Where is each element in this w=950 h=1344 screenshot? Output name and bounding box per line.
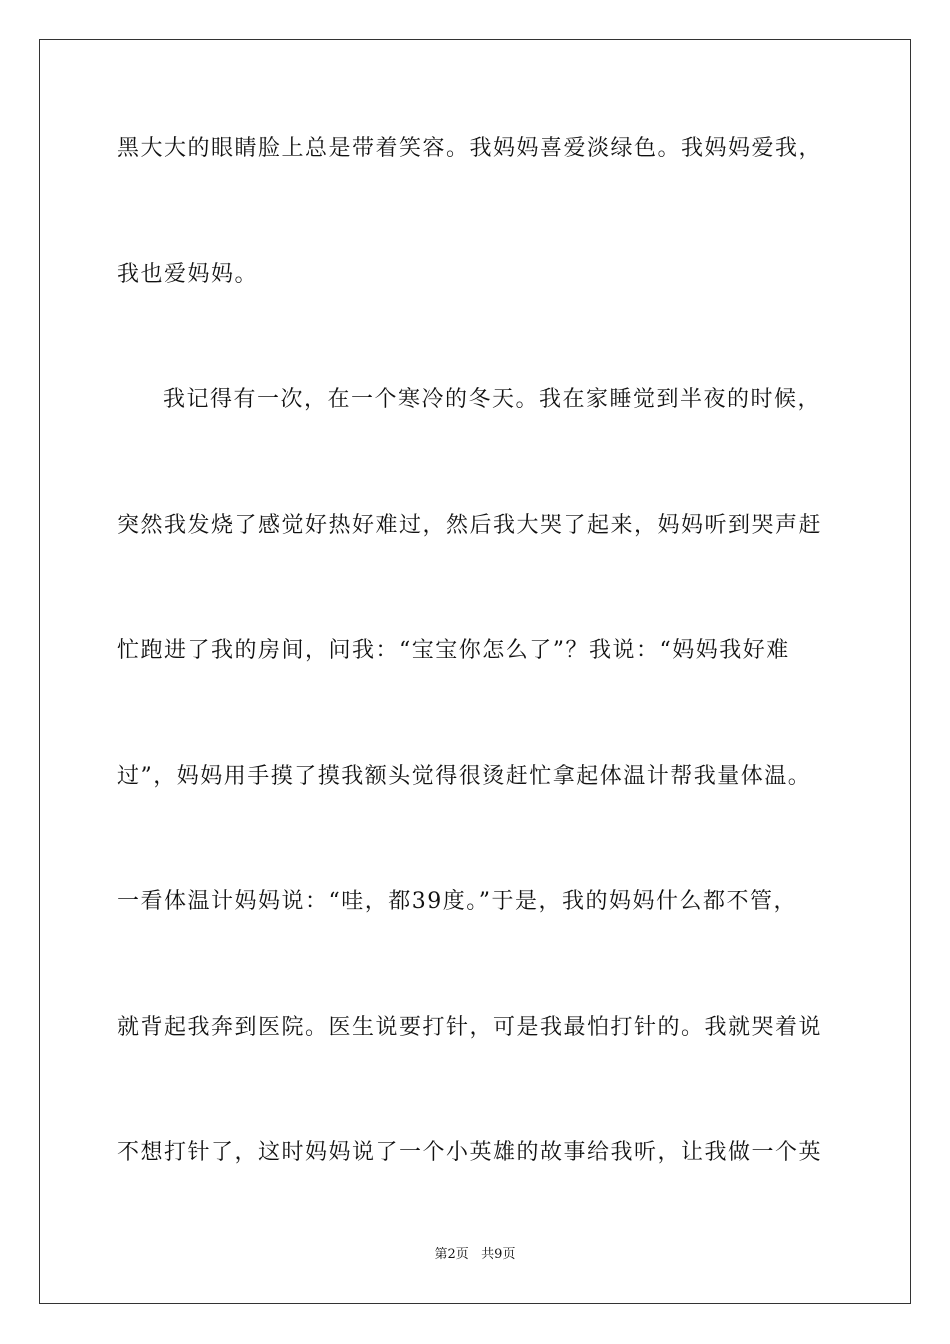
text-line: 一看体温计妈妈说：“哇，都39度。”于是，我的妈妈什么都不管，	[117, 889, 797, 914]
text-line: 不想打针了，这时妈妈说了一个小英雄的故事给我听，让我做一个英	[117, 1140, 823, 1165]
text-line: 我记得有一次，在一个寒冷的冬天。我在家睡觉到半夜的时候，	[163, 387, 822, 412]
page-border	[39, 39, 911, 1304]
text-line: 我也爱妈妈。	[117, 262, 259, 287]
page-number-footer: 第2页 共9页	[434, 1247, 516, 1262]
text-line: 突然我发烧了感觉好热好难过，然后我大哭了起来，妈妈听到哭声赶	[117, 513, 823, 538]
text-line: 黑大大的眼睛脸上总是带着笑容。我妈妈喜爱淡绿色。我妈妈爱我，	[117, 136, 823, 161]
text-line: 过”，妈妈用手摸了摸我额头觉得很烫赶忙拿起体温计帮我量体温。	[117, 764, 812, 789]
text-line: 忙跑进了我的房间，问我：“宝宝你怎么了”？我说：“妈妈我好难	[117, 638, 790, 663]
text-line: 就背起我奔到医院。医生说要打针，可是我最怕打针的。我就哭着说	[117, 1015, 823, 1040]
